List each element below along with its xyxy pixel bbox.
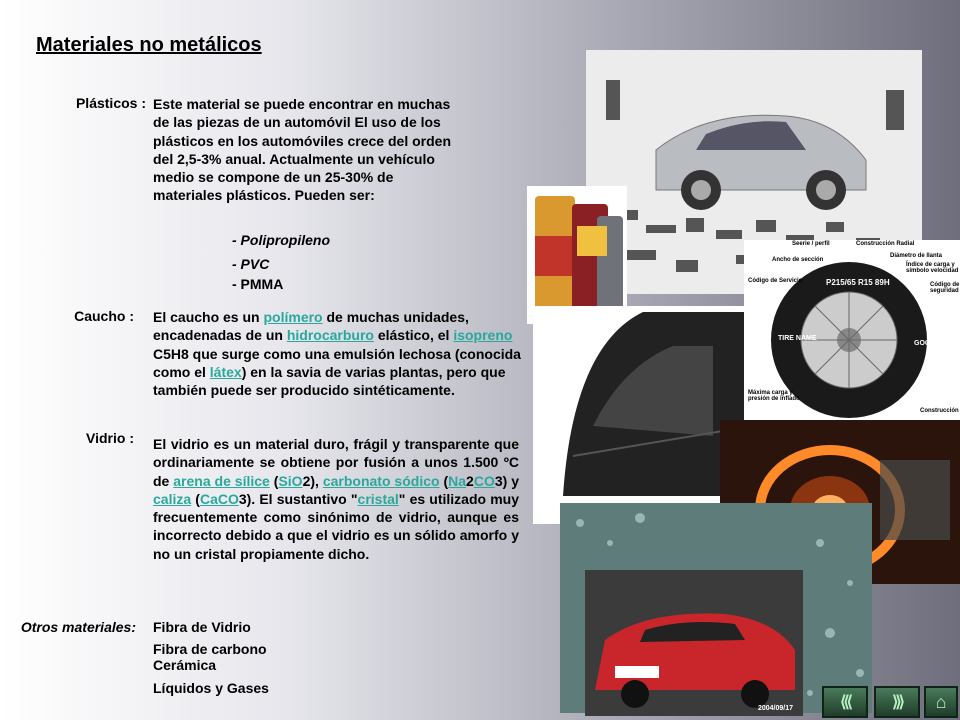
otros-label: Otros materiales: — [20, 619, 136, 635]
vidrio-text-part: ( — [269, 472, 279, 489]
link-arena-de-silice[interactable]: arena de sílice — [173, 472, 270, 489]
caucho-text-part: de muchas unidades, encadenadas de un — [153, 309, 469, 344]
home-button[interactable] — [924, 686, 958, 718]
link-sio[interactable]: SiO — [278, 472, 303, 489]
tire-size-code: P215/65 R15 89H — [826, 278, 890, 287]
link-latex[interactable]: látex — [209, 363, 242, 380]
plasticos-label: Plásticos : — [75, 95, 146, 111]
link-hidrocarburo[interactable]: hidrocarburo — [286, 327, 374, 344]
vidrio-text — [153, 435, 519, 563]
tire-label-codigo-seguridad: Código de seguridad — [930, 282, 960, 294]
tire-diagram — [744, 240, 960, 420]
tire-label-indice: Índice de carga y símbolo velocidad — [906, 262, 959, 274]
tire-label-construccion-radial: Construcción Radial — [856, 241, 915, 247]
tire-label-serie: Seerie / perfil — [792, 241, 830, 247]
link-caco[interactable]: CaCO — [199, 490, 239, 507]
plasticos-item-pvc: - PVC — [232, 256, 270, 272]
vidrio-text-part: 2), — [302, 472, 323, 489]
link-isopreno[interactable]: isopreno — [453, 327, 513, 344]
vidrio-text-part: 3). El sustantivo " — [238, 490, 358, 507]
link-cristal[interactable]: cristal — [357, 490, 399, 507]
caucho-text — [153, 308, 521, 399]
tire-label-diametro: Diámetro de llanta — [890, 253, 943, 259]
link-co[interactable]: CO — [473, 472, 495, 489]
next-slide-button[interactable]: ⟩⟩⟩ — [874, 686, 920, 718]
caucho-text-part: elástico, el — [373, 327, 454, 344]
caucho-label: Caucho : — [74, 308, 134, 324]
link-na[interactable]: Na — [448, 472, 467, 489]
vidrio-text-part: 2 — [466, 472, 474, 489]
tire-label-ancho: Ancho de sección — [772, 257, 824, 263]
plasticos-item-pmma: - PMMA — [232, 276, 284, 292]
caucho-text-part: ) en la savia de varias plantas, pero que también puede ser producido sintéticamente. — [153, 363, 506, 399]
caucho-text-part: C5H8 que surge como una emulsión lechosa (conocida como el — [153, 345, 521, 380]
vidrio-label: Vidrio : — [86, 430, 134, 446]
tire-label-construccion: Construcción — [920, 408, 959, 414]
car-photo-date: 2004/09/17 — [757, 705, 793, 712]
vidrio-text-part: ( — [191, 490, 200, 507]
otros-item-fibra-carbono: Fibra de carbono — [153, 641, 267, 657]
link-carbonato-sodico[interactable]: carbonato sódico — [322, 472, 440, 489]
prev-slide-button[interactable]: ⟨⟨⟨ — [822, 686, 868, 718]
link-polimero[interactable]: polímero — [263, 309, 323, 325]
otros-item-liquidos: Líquidos y Gases — [153, 680, 269, 696]
link-caliza[interactable]: caliza — [153, 490, 192, 507]
otros-item-ceramica: Cerámica — [153, 657, 217, 673]
vidrio-text-part: " es utilizado muy frecuentemente como sinónimo de vidrio, aunque es incorrecto debido a que el vidrio es un sólido amorfo y no un cristal propiamente dicho. — [153, 490, 519, 562]
otros-item-fibra-vidrio: Fibra de Vidrio — [153, 619, 251, 635]
vidrio-text-part: El vidrio es un material duro, frágil y transparente que ordinariamente se obtiene por fusión a unos 1.500 ºC de — [153, 436, 519, 489]
red-car-photo — [585, 570, 803, 716]
plasticos-item-polipropileno: - Polipropileno — [232, 232, 330, 248]
oil-bottles-photo — [527, 186, 627, 324]
tire-name: TIRE NAME — [778, 335, 817, 342]
page-title: Materiales no metálicos — [36, 34, 262, 56]
vidrio-text-part: ( — [439, 472, 449, 489]
tire-label-maxima: Máxima carga y presión de inflado — [748, 390, 800, 402]
caucho-text-part: El caucho es un — [153, 309, 264, 325]
home-icon: ⌂ — [935, 691, 947, 712]
plasticos-text: Este material se puede encontrar en muchas de las piezas de un automóvil El uso de los plásticos en los automóviles crece del orden del 2,5-3% anual. Actualmente un vehículo medio se compone de un 25-30% de materiales plásticos. Pueden ser: — [153, 96, 451, 204]
vidrio-text-part: 3) y — [494, 472, 519, 489]
tire-brand: GOODYEAR — [914, 340, 955, 347]
tire-label-codigo-servicio: Código de Servicio — [748, 278, 803, 284]
